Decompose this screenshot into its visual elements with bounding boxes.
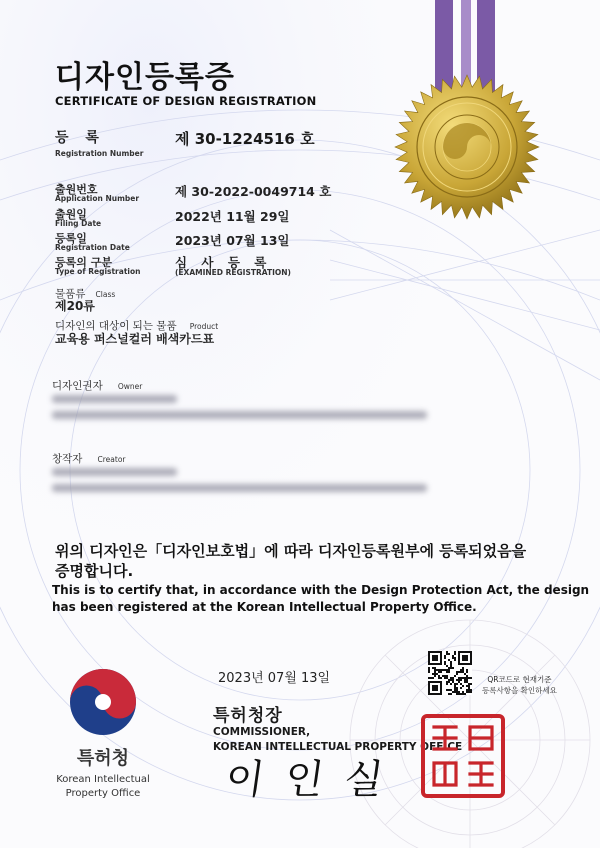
product-label-en: Product — [189, 322, 219, 331]
application-number: 제 30-2022-0049714 호 — [175, 184, 332, 199]
kipo-name-en1: Korean Intellectual — [56, 774, 150, 785]
creator-redacted-2 — [52, 484, 427, 492]
title-english: CERTIFICATE OF DESIGN REGISTRATION — [55, 94, 317, 108]
certification-en-line2: has been registered at the Korean Intellectual Property Office. — [52, 600, 477, 614]
class-value: 제20류 — [55, 299, 95, 313]
qr-code-icon — [428, 651, 472, 695]
creator-label: 창작자 — [52, 453, 83, 465]
owner-label-group — [52, 374, 142, 393]
commissioner-title-en2: KOREAN INTELLECTUAL PROPERTY OFFICE — [213, 741, 463, 753]
owner-redacted-1 — [52, 395, 177, 403]
registration-date: 2023년 07월 13일 — [175, 233, 290, 248]
application-label: 출원번호 — [55, 183, 98, 196]
qr-note-line2: 등록사항을 확인하세요 — [482, 686, 557, 695]
registration-date-label-en: Registration Date — [55, 243, 130, 252]
registration-type-label: 등록의 구분 — [55, 256, 112, 269]
kipo-logo-icon — [67, 666, 139, 738]
creator-redacted-1 — [52, 468, 177, 476]
certification-en-line1: This is to certify that, in accordance with the Design Protection Act, the design — [52, 583, 590, 597]
class-label-en: Class — [95, 290, 116, 299]
registration-type: 심 사 등 록 — [175, 255, 272, 270]
owner-label-en: Owner — [117, 382, 143, 391]
product-value: 교육용 퍼스널컬러 배색카드표 — [55, 332, 215, 346]
title-korean: 디자인등록증 — [55, 60, 235, 95]
registration-label: 등 록 — [55, 130, 105, 146]
registration-label-en: Registration Number — [55, 149, 144, 158]
commissioner-signature: 이 인 실 — [222, 757, 391, 803]
creator-label-group — [52, 447, 126, 466]
owner-redacted-2 — [52, 411, 427, 419]
filing-label: 출원일 — [55, 208, 87, 221]
registration-type-label-en: Type of Registration — [55, 267, 141, 276]
qr-note-line1: QR코드로 현재기준 — [487, 675, 552, 684]
filing-date: 2022년 11월 29일 — [175, 209, 290, 224]
registration-number: 제 30-1224516 호 — [175, 130, 315, 148]
issue-date: 2023년 07월 13일 — [218, 671, 331, 686]
gold-seal-icon — [392, 72, 542, 222]
application-label-en: Application Number — [55, 194, 140, 203]
kipo-name-ko: 특허청 — [76, 748, 130, 769]
product-label: 디자인의 대상이 되는 물품 — [55, 320, 177, 332]
owner-label: 디자인권자 — [52, 380, 103, 392]
official-seal-stamp — [420, 713, 506, 799]
commissioner-title: 특허청장 — [213, 706, 283, 726]
registration-type-en: (EXAMINED REGISTRATION) — [175, 268, 291, 277]
kipo-name-en2: Property Office — [65, 788, 141, 799]
qr-note — [482, 674, 557, 696]
commissioner-title-en1: COMMISSIONER, — [213, 726, 311, 738]
creator-label-en: Creator — [97, 455, 126, 464]
registration-date-label: 등록일 — [55, 232, 87, 245]
certification-ko-line2: 증명합니다. — [55, 562, 134, 580]
certification-ko-line1: 위의 디자인은「디자인보호법」에 따라 디자인등록원부에 등록되었음을 — [55, 542, 527, 560]
filing-label-en: Filing Date — [55, 219, 102, 228]
class-label: 물품류 — [55, 288, 86, 300]
